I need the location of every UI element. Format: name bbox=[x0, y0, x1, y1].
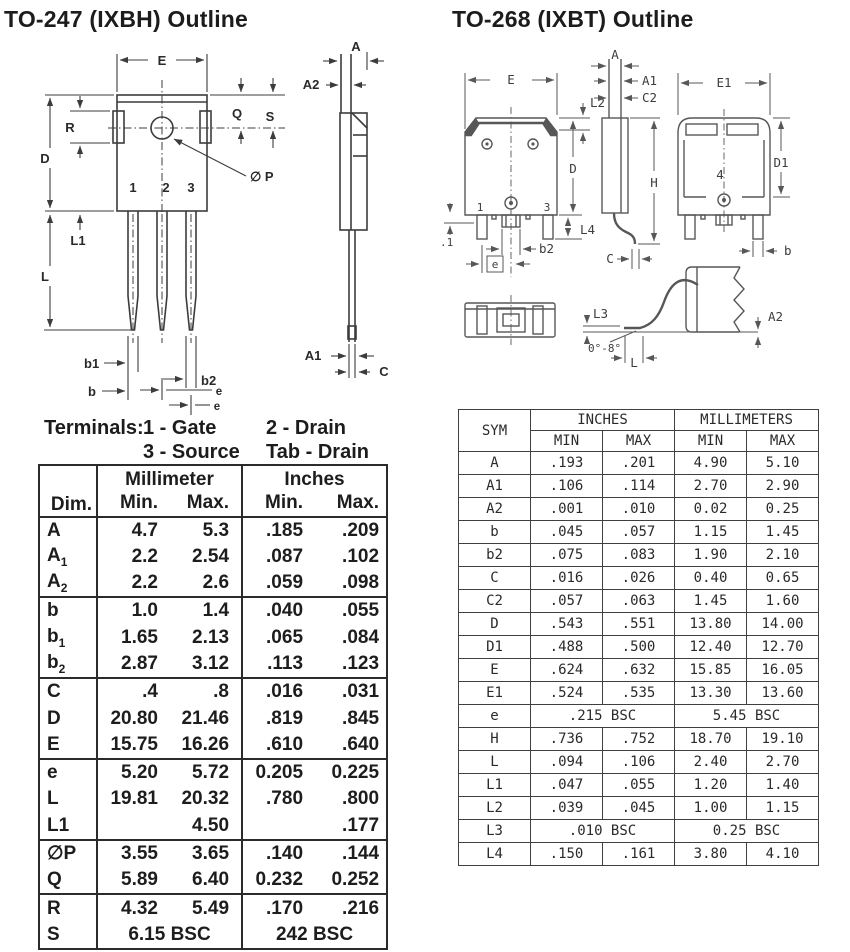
cell-sym: H bbox=[459, 728, 531, 751]
cell-in-min bbox=[242, 813, 315, 840]
cell-in-max: .031 bbox=[315, 678, 387, 705]
to268-drawing bbox=[440, 45, 850, 407]
to247-dimension-table bbox=[38, 464, 388, 950]
cell-in-max: .098 bbox=[342, 572, 380, 594]
cell-in-max: .800 bbox=[342, 788, 380, 810]
dim-label-l1: L1 bbox=[70, 233, 86, 248]
cell-mm-min: 13.80 bbox=[675, 613, 747, 636]
cell-mm-max: 12.70 bbox=[747, 636, 819, 659]
cell-mm-max: 1.45 bbox=[747, 521, 819, 544]
cell-sym: A1 bbox=[459, 475, 531, 498]
table-row bbox=[39, 544, 387, 570]
cell-in-min: .016 bbox=[242, 678, 315, 705]
dim-label-b: b bbox=[88, 384, 96, 399]
cell-mm-max: 2.10 bbox=[747, 544, 819, 567]
cell-dim-symbol: E bbox=[39, 732, 97, 759]
cell-mm-min: .4 bbox=[97, 678, 170, 705]
to268-side-view bbox=[591, 47, 660, 269]
dim-label-l: L bbox=[630, 355, 638, 370]
cell-in-max: .216 bbox=[315, 894, 387, 921]
header-sym: SYM bbox=[459, 410, 531, 452]
table-row bbox=[39, 813, 387, 840]
cell-mm-max: 2.54 bbox=[170, 544, 242, 570]
cell-mm-min: 5.89 bbox=[121, 869, 158, 891]
cell-sym: A2 bbox=[459, 498, 531, 521]
cell-in-min: .065 bbox=[266, 626, 304, 648]
cell-mm-min: 3.80 bbox=[675, 843, 747, 866]
dim-label-l2: L2 bbox=[590, 95, 606, 110]
cell-in-max: .209 bbox=[342, 519, 380, 541]
to247-title: TO-247 (IXBH) Outline bbox=[4, 6, 249, 32]
cell-in-min: 0.232 bbox=[255, 869, 304, 891]
cell-mm-min: 15.85 bbox=[675, 659, 747, 682]
dim-label-h: H bbox=[650, 175, 658, 190]
cell-mm-max: 2.13 bbox=[170, 625, 242, 651]
to247-dimensions bbox=[40, 53, 285, 415]
cell-in-max: .144 bbox=[315, 840, 387, 867]
cell-sym: D1 bbox=[459, 636, 531, 659]
cell-mm-max: 4.50 bbox=[170, 813, 242, 840]
terminals-label: Terminals: bbox=[44, 417, 144, 439]
cell-mm-min: 1.65 bbox=[121, 626, 158, 648]
cell-dim-symbol: D bbox=[39, 705, 97, 731]
header-millimeter: Millimeter bbox=[97, 465, 242, 491]
cell-mm-min: 4.90 bbox=[675, 452, 747, 475]
table-row bbox=[39, 651, 387, 678]
cell-in-min: .170 bbox=[242, 894, 315, 921]
cell-in-max: .551 bbox=[603, 613, 675, 636]
cell-sym: e bbox=[459, 705, 531, 728]
dim-label-e2-pitch: e bbox=[213, 401, 221, 413]
cell-dim-symbol: b bbox=[39, 597, 97, 624]
cell-mm-min: 20.80 bbox=[110, 707, 158, 729]
cell-mm-max: .8 bbox=[170, 678, 242, 705]
cell-mm-min: 1.15 bbox=[675, 521, 747, 544]
cell-mm-max: 0.25 bbox=[747, 498, 819, 521]
table-row bbox=[39, 517, 387, 544]
cell-dim-symbol: $A_1$ bbox=[39, 544, 97, 570]
pin3-label: 3 bbox=[543, 201, 551, 214]
terminal-tab-drain: Tab - Drain bbox=[266, 441, 369, 463]
cell-in-max: .500 bbox=[603, 636, 675, 659]
cell-mm-min: 3.55 bbox=[97, 840, 170, 867]
header-in-min: MIN bbox=[531, 431, 603, 452]
cell-mm-min: 12.40 bbox=[675, 636, 747, 659]
dim-label-a1: A1 bbox=[642, 73, 658, 88]
cell-in-min: .113 bbox=[267, 653, 304, 675]
to268-back-view bbox=[678, 73, 792, 258]
cell-in-max: .063 bbox=[603, 590, 675, 613]
cell-in-min: .045 bbox=[531, 521, 603, 544]
dim-label-e-width: E bbox=[507, 72, 515, 87]
header-inches: Inches bbox=[284, 469, 345, 491]
dim-label-d1: D1 bbox=[773, 155, 789, 170]
cell-in-max: .083 bbox=[603, 544, 675, 567]
dim-label-b1: b1 bbox=[84, 356, 100, 371]
cell-in-min: .193 bbox=[531, 452, 603, 475]
table-row bbox=[459, 521, 819, 544]
cell-in-min: .059 bbox=[266, 572, 304, 594]
cell-mm-max: 5.49 bbox=[170, 894, 242, 921]
cell-in-min: .001 bbox=[531, 498, 603, 521]
cell-in-min: .819 bbox=[266, 707, 304, 729]
cell-mm-min: 4.32 bbox=[97, 894, 170, 921]
dim-label-a: A bbox=[351, 39, 361, 54]
table-row bbox=[459, 797, 819, 820]
table-row bbox=[459, 751, 819, 774]
header-inches: INCHES bbox=[531, 410, 675, 431]
terminal-3-source: 3 - Source bbox=[143, 441, 240, 463]
cell-dim-symbol: S bbox=[39, 922, 97, 949]
cell-mm-max: 3.65 bbox=[170, 840, 242, 867]
cell-mm-min: 1.0 bbox=[97, 597, 170, 624]
cell-in-max: 0.252 bbox=[331, 869, 380, 891]
cell-in-min: .150 bbox=[531, 843, 603, 866]
dim-label-b2: b2 bbox=[201, 373, 217, 388]
table-row bbox=[459, 820, 819, 843]
to268-lead-detail bbox=[583, 267, 783, 370]
dim-label-q: Q bbox=[231, 106, 243, 121]
cell-mm-max: 0.65 bbox=[747, 567, 819, 590]
cell-mm-max: 13.60 bbox=[747, 682, 819, 705]
cell-in-max: .123 bbox=[342, 653, 380, 675]
cell-in-min: .087 bbox=[266, 545, 304, 567]
header-mm-max: MAX bbox=[747, 431, 819, 452]
cell-mm-min: 1.45 bbox=[675, 590, 747, 613]
cell-in-max: .632 bbox=[603, 659, 675, 682]
dim-label-s: S bbox=[265, 109, 275, 124]
table-row bbox=[459, 705, 819, 728]
table-row bbox=[39, 732, 387, 759]
table-row bbox=[39, 867, 387, 894]
dim-label-l3: L3 bbox=[593, 306, 609, 321]
cell-in-max: .177 bbox=[342, 814, 380, 836]
cell-in-max: .752 bbox=[603, 728, 675, 751]
cell-mm-min: 1.90 bbox=[675, 544, 747, 567]
cell-dim-symbol: $A_2$ bbox=[39, 570, 97, 597]
dim-label-b2: b2 bbox=[539, 241, 555, 256]
cell-sym: L1 bbox=[459, 774, 531, 797]
table-row bbox=[39, 570, 387, 597]
cell-in-max: .055 bbox=[315, 597, 387, 624]
table-row bbox=[459, 636, 819, 659]
dim-label-dot1: .1 bbox=[440, 236, 454, 249]
cell-in-min: .543 bbox=[531, 613, 603, 636]
cell-in-min: .488 bbox=[531, 636, 603, 659]
to247-side-view bbox=[303, 39, 390, 379]
dim-label-l: L bbox=[41, 269, 49, 284]
cell-in-max: .026 bbox=[603, 567, 675, 590]
header-in-max: Max. bbox=[315, 491, 387, 516]
table-row bbox=[39, 840, 387, 867]
table-row bbox=[39, 922, 387, 949]
cell-in-min: .075 bbox=[531, 544, 603, 567]
dim-label-d: D bbox=[40, 151, 50, 166]
cell-mm-max: 1.60 bbox=[747, 590, 819, 613]
cell-sym: b bbox=[459, 521, 531, 544]
table-row bbox=[39, 597, 387, 624]
table-row bbox=[459, 475, 819, 498]
cell-mm-max: 5.72 bbox=[170, 759, 242, 786]
cell-sym: E1 bbox=[459, 682, 531, 705]
dim-label-e-width: E bbox=[157, 53, 167, 68]
cell-mm-max: 3.12 bbox=[170, 651, 242, 678]
to268-dimension-table bbox=[458, 409, 819, 866]
cell-in-max: .084 bbox=[342, 626, 380, 648]
to247-drawing bbox=[0, 38, 430, 418]
cell-in-min: .140 bbox=[242, 840, 315, 867]
cell-mm-min: 0.02 bbox=[675, 498, 747, 521]
cell-mm-min: 15.75 bbox=[110, 733, 158, 755]
table-row bbox=[39, 786, 387, 812]
cell-in-min: .057 bbox=[531, 590, 603, 613]
table-row bbox=[39, 759, 387, 786]
cell-in-max: .845 bbox=[342, 707, 380, 729]
cell-mm-max: 1.4 bbox=[170, 597, 242, 624]
cell-dim-symbol: e bbox=[39, 759, 97, 786]
header-mm-min: MIN bbox=[675, 431, 747, 452]
cell-mm-max: 1.40 bbox=[747, 774, 819, 797]
cell-sym: C bbox=[459, 567, 531, 590]
pin1-label: 1 bbox=[476, 201, 484, 214]
cell-mm-min: 2.2 bbox=[131, 572, 158, 594]
cell-mm-max: 5.10 bbox=[747, 452, 819, 475]
header-in-min: Min. bbox=[242, 491, 315, 516]
dim-label-l4: L4 bbox=[580, 222, 596, 237]
cell-mm-min: 13.30 bbox=[675, 682, 747, 705]
cell-in-bsc: .010 BSC bbox=[531, 820, 675, 843]
cell-in-min: .780 bbox=[266, 788, 304, 810]
cell-in-max: .535 bbox=[603, 682, 675, 705]
cell-in-min: .610 bbox=[266, 733, 304, 755]
cell-in-min: .040 bbox=[242, 597, 315, 624]
cell-in-min: .094 bbox=[531, 751, 603, 774]
cell-sym: L4 bbox=[459, 843, 531, 866]
to268-title: TO-268 (IXBT) Outline bbox=[452, 6, 694, 32]
header-dim: Dim. bbox=[39, 465, 97, 517]
cell-mm-min bbox=[97, 813, 170, 840]
cell-in-max: .114 bbox=[603, 475, 675, 498]
table-row bbox=[459, 728, 819, 751]
cell-sym: C2 bbox=[459, 590, 531, 613]
dim-label-r: R bbox=[65, 120, 75, 135]
table-row bbox=[459, 843, 819, 866]
cell-in-min: 0.205 bbox=[242, 759, 315, 786]
cell-mm-max: 20.32 bbox=[170, 786, 242, 812]
cell-in-max: .640 bbox=[342, 733, 380, 755]
cell-sym: b2 bbox=[459, 544, 531, 567]
dim-label-lead-angle: 0°-8° bbox=[588, 342, 622, 355]
cell-mm-max: 2.90 bbox=[747, 475, 819, 498]
cell-mm-bsc: 0.25 BSC bbox=[675, 820, 819, 843]
dim-label-d: D bbox=[569, 161, 577, 176]
header-millimeters: MILLIMETERS bbox=[675, 410, 819, 431]
cell-mm-min: 2.2 bbox=[131, 545, 158, 567]
table-row bbox=[459, 567, 819, 590]
cell-in-max: .010 bbox=[603, 498, 675, 521]
cell-mm-bsc: 5.45 BSC bbox=[675, 705, 819, 728]
table-row bbox=[39, 894, 387, 921]
cell-mm-min: 2.70 bbox=[675, 475, 747, 498]
cell-sym: A bbox=[459, 452, 531, 475]
cell-dim-symbol: L bbox=[39, 786, 97, 812]
to247-front-view bbox=[108, 80, 285, 343]
cell-mm-min: 1.20 bbox=[675, 774, 747, 797]
cell-in-min: .039 bbox=[531, 797, 603, 820]
cell-mm-max: 4.10 bbox=[747, 843, 819, 866]
dim-label-c: C bbox=[379, 364, 389, 379]
dim-label-c2: C2 bbox=[642, 90, 658, 105]
cell-mm-max: 16.26 bbox=[170, 732, 242, 759]
cell-mm-max: 19.10 bbox=[747, 728, 819, 751]
cell-mm-max: 16.05 bbox=[747, 659, 819, 682]
dim-label-e1-pitch: e bbox=[215, 386, 223, 398]
cell-mm-min: 2.87 bbox=[121, 653, 158, 675]
cell-dim-symbol: R bbox=[39, 894, 97, 921]
cell-dim-symbol: A bbox=[39, 517, 97, 544]
dim-label-a1: A1 bbox=[304, 348, 322, 363]
cell-in-bsc: .215 BSC bbox=[531, 705, 675, 728]
cell-dim-symbol: $b_2$ bbox=[39, 651, 97, 678]
cell-mm-max: 14.00 bbox=[747, 613, 819, 636]
cell-mm-min: 2.40 bbox=[675, 751, 747, 774]
dim-label-hole-p: ∅ P bbox=[250, 169, 274, 184]
cell-sym: L2 bbox=[459, 797, 531, 820]
cell-mm-max: 6.40 bbox=[170, 867, 242, 894]
cell-dim-symbol: ∅P bbox=[39, 840, 97, 867]
cell-dim-symbol: Q bbox=[39, 867, 97, 894]
dim-label-e1: E1 bbox=[716, 75, 732, 90]
cell-mm-min: 0.40 bbox=[675, 567, 747, 590]
terminal-2-drain: 2 - Drain bbox=[266, 417, 347, 439]
pin1-label: 1 bbox=[129, 180, 137, 195]
pin3-label: 3 bbox=[187, 180, 195, 195]
dim-label-e-pitch: e bbox=[491, 258, 499, 271]
table-row bbox=[459, 544, 819, 567]
cell-dim-symbol: L1 bbox=[39, 813, 97, 840]
cell-in-min: .185 bbox=[266, 519, 304, 541]
cell-dim-symbol: $b_1$ bbox=[39, 625, 97, 651]
cell-in-min: .736 bbox=[531, 728, 603, 751]
dim-label-a: A bbox=[611, 47, 619, 62]
table-row bbox=[459, 774, 819, 797]
terminal-1-gate: 1 - Gate bbox=[143, 417, 217, 439]
dim-label-a2: A2 bbox=[768, 309, 784, 324]
cell-mm-min: 5.20 bbox=[97, 759, 170, 786]
cell-in-max: .057 bbox=[603, 521, 675, 544]
cell-dim-symbol: C bbox=[39, 678, 97, 705]
cell-in-max: .106 bbox=[603, 751, 675, 774]
cell-sym: L3 bbox=[459, 820, 531, 843]
to268-bottom-view bbox=[465, 295, 555, 345]
table-row bbox=[459, 498, 819, 521]
cell-in-max: .161 bbox=[603, 843, 675, 866]
cell-mm-min: 19.81 bbox=[110, 788, 158, 810]
cell-in-bsc: 242 BSC bbox=[275, 923, 354, 945]
cell-in-min: .047 bbox=[531, 774, 603, 797]
header-mm-max: Max. bbox=[170, 491, 242, 516]
dim-label-b: b bbox=[784, 243, 792, 258]
pin2-label: 2 bbox=[162, 180, 170, 195]
table-row bbox=[39, 705, 387, 731]
dim-label-a2: A2 bbox=[302, 77, 320, 92]
table-row bbox=[459, 590, 819, 613]
cell-in-max: 0.225 bbox=[315, 759, 387, 786]
cell-mm-min: 1.00 bbox=[675, 797, 747, 820]
header-mm-min: Min. bbox=[97, 491, 170, 516]
cell-in-min: .624 bbox=[531, 659, 603, 682]
cell-in-max: .102 bbox=[342, 545, 380, 567]
cell-sym: D bbox=[459, 613, 531, 636]
pin4-label: 4 bbox=[716, 167, 724, 182]
dim-label-c: C bbox=[606, 251, 614, 266]
cell-sym: E bbox=[459, 659, 531, 682]
table-row bbox=[459, 613, 819, 636]
cell-mm-min: 4.7 bbox=[131, 519, 158, 541]
cell-in-max: .045 bbox=[603, 797, 675, 820]
table-row bbox=[459, 452, 819, 475]
cell-in-min: .106 bbox=[531, 475, 603, 498]
cell-in-max: .201 bbox=[603, 452, 675, 475]
cell-mm-bsc: 6.15 BSC bbox=[97, 922, 242, 949]
cell-mm-max: 2.70 bbox=[747, 751, 819, 774]
cell-mm-max: 1.15 bbox=[747, 797, 819, 820]
to268-front-view bbox=[440, 72, 605, 277]
cell-mm-max: 5.3 bbox=[170, 517, 242, 544]
cell-mm-max: 21.46 bbox=[170, 705, 242, 731]
cell-mm-min: 18.70 bbox=[675, 728, 747, 751]
table-row bbox=[39, 625, 387, 651]
cell-in-max: .055 bbox=[603, 774, 675, 797]
cell-in-min: .524 bbox=[531, 682, 603, 705]
table-row bbox=[459, 682, 819, 705]
cell-mm-max: 2.6 bbox=[170, 570, 242, 597]
cell-in-min: .016 bbox=[531, 567, 603, 590]
cell-sym: L bbox=[459, 751, 531, 774]
table-row bbox=[459, 659, 819, 682]
table-row bbox=[39, 678, 387, 705]
header-in-max: MAX bbox=[603, 431, 675, 452]
